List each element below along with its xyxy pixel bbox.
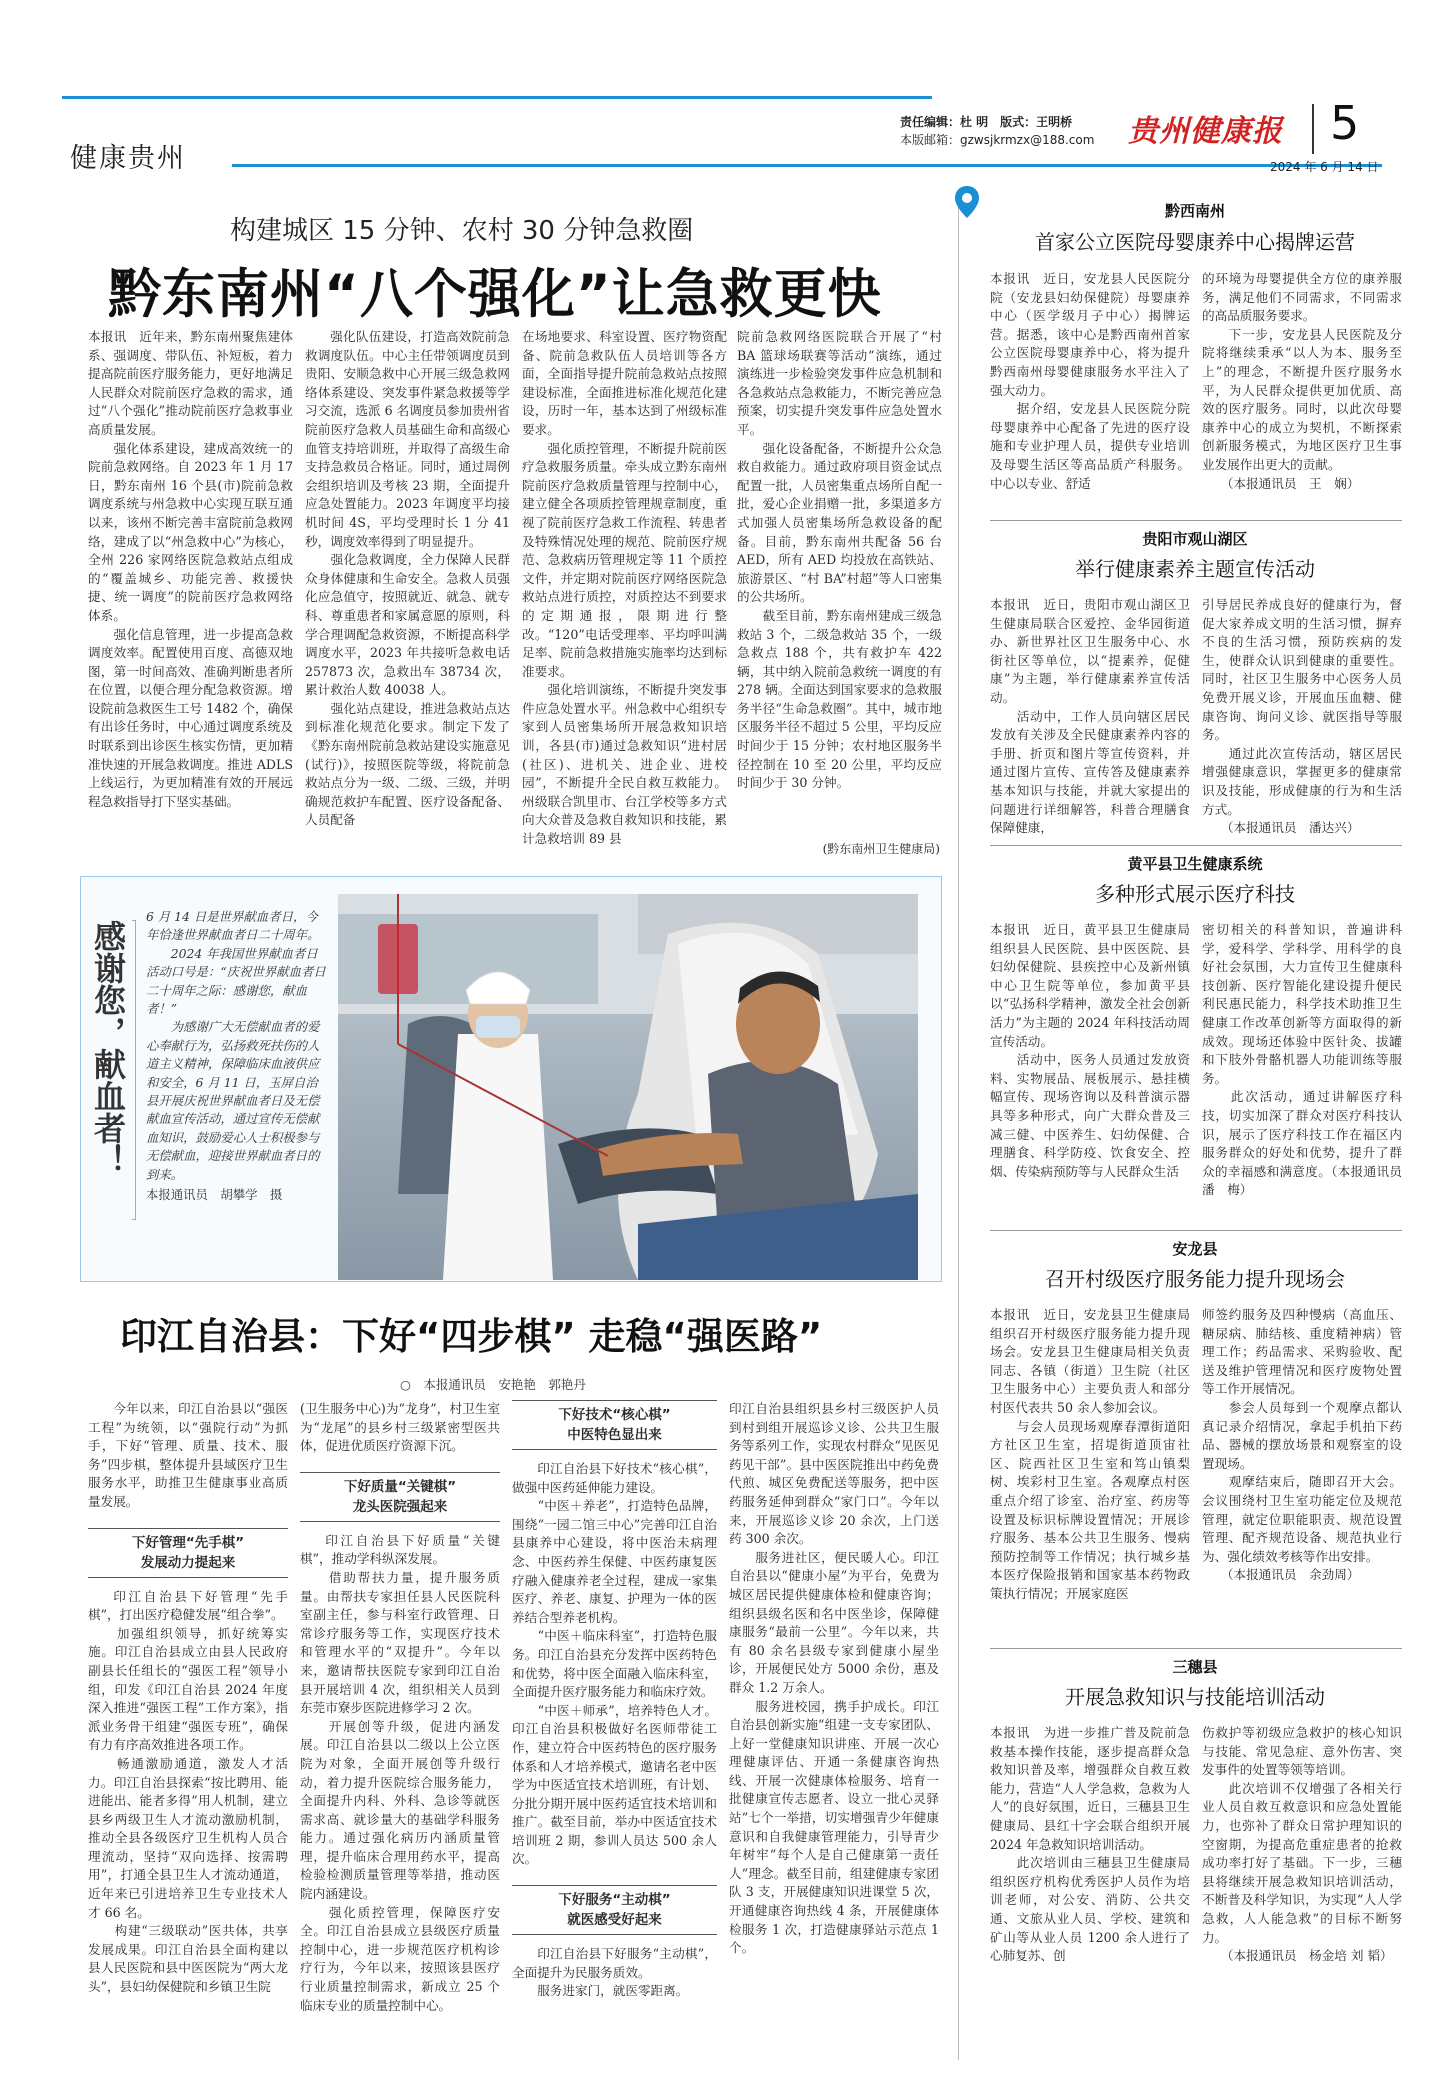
news-body-1a: 本报讯 近日，安龙县人民医院分院（安龙县妇幼保健院）母婴康养中心（医学级月子中心）揭牌运营。据悉，该中心是黔西南州首家公立医院母婴康养中心，将为提升黔西南州母婴健康服务水平注入了强大动力。 据介绍，安龙县人民医院分院母婴康养中心配备了先进的医疗设施和专业护理人员，提供专业培训及母婴生活区等高品质产科服务。中心以专业、舒适 (990, 271, 1190, 491)
lead-column-4: 院前急救网络医院联合开展了“村 BA 篮球场联赛等活动”演练，通过演练进一步检验突发事件应急机制和各急救站点急救能力，不断完善应急预案，切实提升突发事件应急处置水平。 强化设备配备，不断提升公众急救自救能力。通过政府项目资金试点配置一批，人员密集重点场所自配一批，爱心企业捐赠一批，多渠道多方式加强人员密集场所急救设备的配备。目前，黔东南州共配备 56 台 AED，所有 AED 均投放在高铁站、旅游景区、“村 BA”村超”等人口密集的公共场所。 截至目前，黔东南州建成三级急救站 3 个，二级急救站 35 个，一级急救点 188 个，共有救护车 422 辆，其中纳入院前急救统一调度的有 278 辆。全面达到国家要求的急救服务半径“生命急救圈”。其中，城市地区服务半径不超过 5 公里，平均反应时间少于 15 分钟；农村地区服务半径控制在 10 至 20 公里，平均反应时间少于 30 分钟。 (737, 329, 942, 791)
yinjiang-column-4: 印江自治县组织县乡村三级医护人员到村到组开展巡诊义诊、公共卫生服务等系列工作，实现农村群众“见医见药见干部”。县中医医院推出中药免费代煎、城区免费配送等服务，把中医药服务延伸到群众“家门口”。今年以来，开展巡诊义诊 20 余次，上门送药 300 余次。 服务进社区，便民暖人心。印江自治县以“健康小屋”为平台，免费为城区居民提供健康体检和健康咨询；组织县级名医和名中医坐诊，保障健康服务“最前一公里”。今年以来，共有 80 余名县级专家到健康小屋坐诊，开展便民处方 5000 余份，惠及群众 1.2 万余人。 服务进校园，携手护成长。印江自治县创新实施“组建一支专家团队、上好一堂健康知识讲座、开展一次心理健康评估、开通一条健康咨询热线、开展一次健康体检服务、培育一批健康宣传志愿者、设立一批心灵驿站”七个一举措，切实增强青少年健康意识和自我健康管理能力，引导青少年树牢“每个人是自己健康第一责任人”理念。截至目前，组建健康专家团队 3 支，开展健康知识进课堂 5 次，开通健康咨询热线 4 条，开展健康体检服务 1 次，打造健康驿站示范点 1 个。 (729, 1401, 939, 1956)
divider-1 (990, 520, 1402, 521)
news-title-maternal-center: 首家公立医院母婴康养中心揭牌运营 (1035, 230, 1355, 254)
news-body-3a: 本报讯 近日，黄平县卫生健康局组织县人民医院、县中医医院、县妇幼保健院、县疾控中心及新州镇中心卫生院等单位，参加黄平县以“弘扬科学精神，激发全社会创新活力”为主题的 2024 年科技活动周宣传活动。 活动中，医务人员通过发放资料、实物展品、展板展示、悬挂横幅宣传、现场咨询以及科普演示器具等多种形式，向广大群众普及三减三健、中医养生、妇幼保健、合理膳食、科学防疫、饮食安全、控烟、传染病预防等与人民群众生活 (990, 922, 1190, 1179)
page-number: 5 (1330, 96, 1360, 150)
news-body-4a: 本报讯 近日，安龙县卫生健康局组织召开村级医疗服务能力提升现场会。安龙县卫生健康局相关负责同志、各镇（街道）卫生院（社区卫生服务中心）主要负责人和部分村医代表共 50 余人参加会议。 与会人员现场观摩春潭街道阳方社区卫生室，招堤街道顶宙社区、院西社区卫生室和笃山镇梨树、埃彩村卫生室。各观摩点村医重点介绍了诊室、治疗室、药房等设置及标识标牌设置情况；开展诊疗服务、基本公共卫生服务、慢病预防控制等工作情况；执行城乡基本医疗保险报销和国家基本药物政策执行情况；开展家庭医 (990, 1307, 1190, 1601)
subhead-service: 下好服务“主动棋” 就医感受好起来 (512, 1885, 717, 1935)
region-label-guanshanhu: 贵阳市观山湖区 (1142, 530, 1248, 548)
lead-column-2: 强化队伍建设，打造高效院前急救调度队伍。中心主任带领调度员到贵阳、安顺急救中心开展三级急救网络体系建设、突发事件紧急救援等学习交流，选派 6 名调度员参加贵州省院前医疗急救人员基础生命和高级心血管支持培训班，并取得了高级生命支持急救员合格证。同时，通过周例会组织培训及考核 23 期，全面提升应急处置能力。2023 年调度平均接机时间 4S，平均受理时长 1 分 41 秒，调度效率得到了明显提升。 强化急救调度，全力保障人民群众身体健康和生命安全。急救人员强化应急值守，按照就近、就急、就专科、尊重患者和家属意愿的原则，科学合理调配急救资源，不断提高科学调度水平，2023 年共接听急救电话 257873 次，急救出车 38734 次，累计救治人数 40038 人。 强化站点建设，推进急救站点达到标准化规范化要求。制定下发了《黔东南州院前急救站建设实施意见(试行)》，按照医院等级，将院前急救站点分为一级、二级、三级，并明确规范救护车配置、医疗设备配备、人员配备 (305, 329, 510, 828)
location-pin-icon (955, 186, 979, 222)
lead-headline: 黔东南州“八个强化”让急救更快 (108, 264, 882, 325)
yinjiang-headline: 印江自治县：下好“四步棋” 走稳“强医路” (120, 1315, 823, 1358)
issue-date: 2024 年 6 月 14 日 (1270, 160, 1379, 174)
divider-3 (990, 1230, 1402, 1231)
news-body-3b: 密切相关的科普知识，普遍讲科学，爱科学、学科学、用科学的良好社会氛围，大力宣传卫生健康科技创新、医疗智能化建设提升便民利民惠民能力，科学技术助推卫生健康工作改革创新等方面取得的新成效。现场还体验中医针灸、拔罐和下肢外骨骼机器人功能训练等服务。 此次活动，通过讲解医疗科技，切实加深了群众对医疗科技认识，展示了医疗科技工作在福区内服务群众的好处和优势，提升了群众的幸福感和满意度。（本报通讯员 潘 梅） (1202, 922, 1402, 1198)
photo-credit: 本报通讯员 胡攀学 摄 (146, 1187, 283, 1203)
blood-donation-photo (338, 894, 918, 1280)
lead-column-3: 在场地要求、科室设置、医疗物资配备、院前急救队伍人员培训等各方面，全面指导提升院前急救站点按照建设标准，全面推进标准化规范化建设，历时一年，基本达到了州级标准要求。 强化质控管理，不断提升院前医疗急救服务质量。牵头成立黔东南州院前医疗急救质量管理与控制中心，建立健全各项质控管理规章制度，重视了院前医疗急救工作流程、转患者及特殊情况处理的规范、院前医疗规范、急救病历管理规定等 11 个质控文件，并定期对院前医疗网络医院急救站点进行质控，对质控达不到要求的定期通报，限期进行整改。“120”电话受理率、平均呼叫满足率、院前急救措施实施率均达到标准要求。 强化培训演练，不断提升突发事件应急处置水平。州急救中心组织专家到人员密集场所开展急救知识培训，各县(市)通过急救知识“进村居(社区)、进机关、进企业、进校园”，不断提升全民自救互救能力。州级联合凯里市、台江学校等多方式向大众普及急救自救知识和技能，累计急救培训 89 县 (522, 329, 727, 847)
vertical-title-bracket (132, 920, 136, 1220)
news-title-first-aid-training: 开展急救知识与技能培训活动 (1065, 1685, 1325, 1709)
divider-2 (990, 845, 1402, 846)
subhead-technology: 下好技术“核心棋” 中医特色显出来 (512, 1400, 717, 1450)
lead-kicker: 构建城区 15 分钟、农村 30 分钟急救圈 (230, 216, 694, 246)
photo-scene (338, 894, 918, 1280)
subhead-quality: 下好质量“关键棋” 龙头医院强起来 (300, 1472, 500, 1522)
region-label-qianxinan: 黔西南州 (1164, 202, 1225, 220)
masthead-divider (1312, 104, 1314, 154)
right-column-divider (958, 200, 959, 2060)
region-label-sansui: 三穗县 (1172, 1658, 1218, 1676)
news-title-medical-tech: 多种形式展示医疗科技 (1095, 882, 1295, 906)
news-body-1b: 的环境为母婴提供全方位的康养服务，满足他们不同需求，不同需求的高品质服务要求。 下一步，安龙县人民医院及分院将继续秉承“以人为本、服务至上”的理念，不断提升医疗服务水平，为人民群众提供更加优质、高效的医疗服务。同时，以此次母婴康养中心的成立为契机，不断探索创新服务模式，为地区医疗卫生事业发展作出更大的贡献。 （本报通讯员 王 娴） (1202, 271, 1402, 491)
news-title-village-clinic: 召开村级医疗服务能力提升现场会 (1045, 1267, 1345, 1291)
divider-4 (990, 1648, 1402, 1649)
news-body-5a: 本报讯 为进一步推广普及院前急救基本操作技能，逐步提高群众急救知识普及率，增强群众自救互救能力，营造“人人学急救，急救为人人”的良好氛围，近日，三穗县卫生健康局、县红十字会联合组织开展 2024 年急救知识培训活动。 此次培训由三穗县卫生健康局组织医疗机构优秀医护人员作为培训老师，对公安、消防、公共交通、文旅从业人员、学校、建筑和矿山等从业人员 1200 余人进行了心肺复苏、创 (990, 1725, 1190, 1964)
subhead-management: 下好管理“先手棋” 发展动力提起来 (88, 1528, 288, 1578)
header-top-rule (62, 96, 932, 99)
news-body-4b: 师签约服务及四种慢病（高血压、糖尿病、肺结核、重度精神病）管理工作；药品需求、采购验收、配送及维护管理情况和医疗废物处置等工作开展情况。 参会人员每到一个观摩点都认真记录介绍情况，拿起手机拍下药品、器械的摆放场景和观察室的设置现场。 观摩结束后，随即召开大会。会议围绕村卫生室功能定位及规范管理，就定位职能职责、规范设置管理、配齐规范设备、规范执业行为、强化绩效考核等作出安排。 （本报通讯员 余劲周） (1202, 1307, 1402, 1583)
photo-caption: 6 月 14 日是世界献血者日，今年恰逢世界献血者日二十周年。 2024 年我国世界献血者日活动口号是：“庆祝世界献血者日二十周年之际：感谢您，献血者！” 为感谢广大无偿献血者的爱心奉献行为，弘扬救死扶伤的人道主义精神，保障临床血液供应和安全，6 月 11 日，玉屏自治县开展庆祝世界献血者日及无偿献血宣传活动，通过宣传无偿献血知识，鼓励爱心人士积极参与无偿献血，迎接世界献血者日的到来。 本报通讯员 胡攀学 摄 (146, 908, 328, 1205)
yinjiang-byline: ○ 本报通讯员 安艳艳 郭艳丹 (400, 1377, 586, 1392)
yinjiang-column-1: 今年以来，印江自治县以“强医工程”为统领，以“强院行动”为抓手，下好“管理、质量、技术、服务”四步棋，整体提升县域医疗卫生服务水平，助推卫生健康事业高质量发展。 下好管理“先手棋” 发展动力提起来 印江自治县下好管理“先手棋”，打出医疗稳健发展“组合拳”。 加强组织领导，抓好统筹实施。印江自治县成立由县人民政府副县长任组长的“强医工程”领导小组，印发《印江自治县 2024 年度深入推进“强医工程”工作方案》，指派业务骨干组建“强医专班”，确保有力有序高效推进各项工作。 畅通激励通道，激发人才活力。印江自治县探索“按比聘用、能进能出、能者多得”用人机制，建立县乡两级卫生人才流动激励机制，推动全县各级医疗卫生机构人员合理流动，坚持“双向选择、按需聘用”，打通全县卫生人才流动通道，近年来已引进培养卫生专业技术人才 66 名。 构建“三级联动”医共体，共享发展成果。印江自治县全面构建以县人民医院和县中医医院为“两大龙头”，县妇幼保健院和乡镇卫生院 (88, 1401, 288, 1995)
news-body-5b: 伤救护等初级应急救护的核心知识与技能、常见急症、意外伤害、突发事件的处置等领等培训。 此次培训不仅增强了各相关行业人员自救互救意识和应急处置能力，也弥补了群众日常护理知识的空窗期，为提高危重症患者的抢救成功率打好了基础。下一步，三穗县将继续开展急救知识培训活动，不断普及科学知识，为实现“人人学急救，人人能急救”的目标不断努力。 （本报通讯员 杨金培 刘 韬） (1202, 1725, 1402, 1964)
lead-byline: (黔东南州卫生健康局) (822, 842, 940, 856)
lead-column-1: 本报讯 近年来，黔东南州聚焦建体系、强调度、带队伍、补短板，着力提高院前医疗服务能力，更好地满足人民群众对院前医疗急救的需求，通过“八个强化”推动院前医疗急救事业高质量发展。 强化体系建设，建成高效统一的院前急救网络。自 2023 年 1 月 17 日，黔东南州 16 个县(市)院前急救调度系统与州急救中心实现互联互通以来，该州不断完善丰富院前急救网络，建成了以“州急救中心”为核心，全州 226 家网络医院急救站点组成的“覆盖城乡、功能完善、救援快捷、统一调度”的院前医疗急救网络体系。 强化信息管理，进一步提高急救调度效率。配置使用百度、高德双地图，第一时间高效、准确判断患者所在位置，以便合理分配急救资源。增设院前急救医生工号 1482 个，确保有出诊任务时，中心通过调度系统及时联系到出诊医生核实伤情，更加精准快速的开展急救调度。推进 ADLS 上线运行，为更加精准有效的开展远程急救指导打下坚实基础。 (88, 329, 293, 809)
news-body-2a: 本报讯 近日，贵阳市观山湖区卫生健康局联合区爱控、金华园街道办、新世界社区卫生服务中心、水街社区等单位，以“提素养，促健康”为主题，举行健康素养宣传活动。 活动中，工作人员向辖区居民发放有关涉及全民健康素养内容的手册、折页和图片等宣传资料，并通过图片宣传、宣传答及健康素养基本知识与技能，并就大家提出的问题进行详细解答，科普合理膳食保障健康， (990, 597, 1190, 836)
masthead-logo: 贵州健康报 (1128, 114, 1283, 149)
section-title: 健康贵州 (70, 143, 186, 174)
header-bottom-rule (232, 164, 1382, 167)
news-title-health-literacy: 举行健康素养主题宣传活动 (1075, 557, 1315, 581)
yinjiang-column-2: (卫生服务中心)为“龙身”，村卫生室为“龙尾”的县乡村三级紧密型医共体，促进优质医疗资源下沉。 下好质量“关键棋” 龙头医院强起来 印江自治县下好质量“关键棋”，推动学科纵深发展。 借助帮扶力量，提升服务质量。由帮扶专家担任县人民医院科室副主任，参与科室行政管理、日常诊疗服务等工作，实现医疗技术和管理水平的“双提升”。今年以来，邀请帮扶医院专家到印江自治县开展培训 4 次，组织相关人员到东莞市寮步医院进修学习 2 次。 开展创等升级，促进内涵发展。印江自治县以二级以上公立医院为对象，全面开展创等升级行动，着力提升医院综合服务能力，全面提升内科、外科、急诊等就医需求高、就诊量大的基础学科服务能力。通过强化病历内涵质量管理，提升临床合理用药水平，提高检验检测质量管理等举措，推动医院内涵建设。 强化质控管理，保障医疗安全。印江自治县成立县级医疗质量控制中心，进一步规范医疗机构诊疗行为，今年以来，按照该县医疗行业质量控制需求，新成立 25 个临床专业的质量控制中心。 (300, 1401, 500, 2013)
region-label-huangping: 黄平县卫生健康系统 (1127, 855, 1263, 873)
photo-vertical-title: 感谢您，献血者！ (89, 920, 127, 1176)
news-body-2b: 引导居民养成良好的健康行为，督促大家养成文明的生活习惯，摒弃不良的生活习惯，预防疾病的发生，使群众认识到健康的重要性。同时，社区卫生服务中心医务人员免费开展义诊，开展血压血糖、健康咨询、询问义诊、就医指导等服务。 通过此次宣传活动，辖区居民增强健康意识，掌握更多的健康常识及技能，形成健康的行为和生活方式。 （本报通讯员 潘达兴） (1202, 597, 1402, 836)
editors-line: 责任编辑：杜 明 版式：王明桥 (900, 115, 1073, 129)
yinjiang-column-3: 下好技术“核心棋” 中医特色显出来 印江自治县下好技术“核心棋”，做强中医药延伸能力建设。 “中医＋养老”，打造特色品牌，围绕“一园二馆三中心”完善印江自治县康养中心建设，将中医治未病理念、中医药养生保健、中医药康复医疗融入健康养老全过程，建成一家集医疗、养老、康复、护理为一体的医养结合型养老机构。 “中医＋临床科室”，打造特色服务。印江自治县充分发挥中医药特色和优势，将中医全面融入临床科室，全面提升医疗服务能力和临床疗效。 “中医＋师承”，培养特色人才。印江自治县积极做好名医师带徒工作，建立符合中医药特色的医疗服务体系和人才培养模式，邀请名老中医学为中医适宜技术培训班，有计划、分批分期开展中医药适宜技术培训和推广。截至目前，举办中医适宜技术培训班 2 期，参训人员达 500 余人次。 下好服务“主动棋” 就医感受好起来 印江自治县下好服务“主动棋”，全面提升为民服务质效。 服务进家门，就医零距离。 (512, 1400, 717, 2030)
email-line: 本版邮箱：gzwsjkrmzx@188.com (900, 133, 1095, 147)
region-label-anlong: 安龙县 (1172, 1240, 1218, 1258)
